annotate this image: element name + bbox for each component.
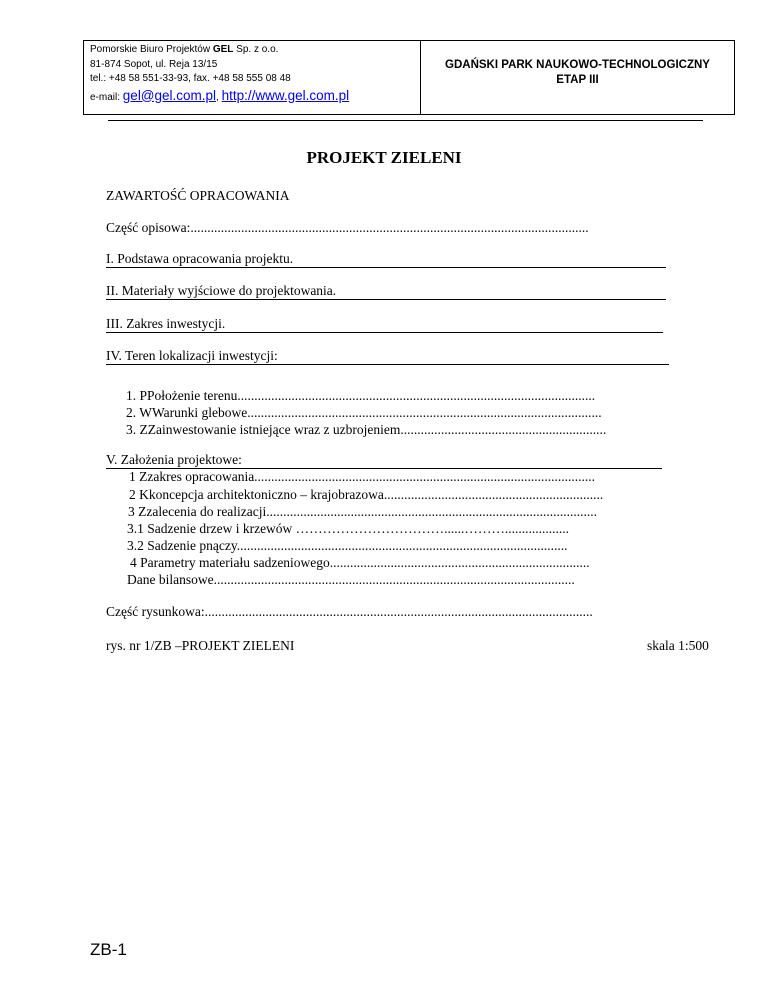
header-box [83, 40, 735, 115]
section-v: V. Założenia projektowe: [106, 452, 662, 469]
project-name: GDAŃSKI PARK NAUKOWO-TECHNOLOGICZNY ETAP III [445, 59, 710, 86]
section-v-item: 4 Parametry materiału sadzeniowego............................................................................. [130, 555, 590, 570]
header-divider [108, 120, 703, 121]
website-link[interactable]: http://www.gel.com.pl [221, 87, 350, 103]
section-iv-item: 1. PPołożenie terenu.......................................................................................................... [126, 388, 596, 403]
company-name: Pomorskie Biuro Projektów GEL Sp. z o.o. [90, 44, 279, 55]
company-info [84, 41, 421, 114]
contents-heading: ZAWARTOŚĆ OPRACOWANIA [106, 188, 290, 203]
section-iv: IV. Teren lokalizacji inwestycji: [106, 348, 669, 365]
section-iv-item: 2. WWarunki glebowe......................................................................................................... [126, 405, 602, 420]
email-link[interactable]: gel@gel.com.pl [122, 87, 217, 103]
page-number: ZB-1 [90, 940, 127, 959]
section-iv-item: 3. ZZainwestowanie istniejące wraz z uzbrojeniem............................................................. [126, 422, 607, 437]
section-v-item: 2 Kkoncepcja architektoniczno – krajobrazowa................................................................. [129, 487, 604, 502]
drawing-entry: rys. nr 1/ZB –PROJEKT ZIELENI [106, 638, 295, 653]
drawing-part: Część rysunkowa:................................................................................................................... [106, 604, 593, 619]
section-v-item: 3 Zzalecenia do realizacji.................................................................................................. [128, 504, 598, 519]
section-ii: II. Materiały wyjściowe do projektowania. [106, 283, 666, 300]
descriptive-part: Część opisowa:...................................................................................................................... [106, 220, 589, 235]
company-contact: e-mail: gel@gel.com.pl, http://www.gel.com.pl [90, 87, 350, 103]
section-v-item: 3.2 Sadzenie pnączy.................................................................................................. [127, 538, 568, 553]
drawing-scale: skala 1:500 [647, 638, 709, 653]
section-v-item: 3.1 Sadzenie drzew i krzewów ……………………………......………................... [127, 521, 570, 536]
section-iii: III. Zakres inwestycji. [106, 316, 663, 333]
page-title: PROJEKT ZIELENI [306, 148, 462, 167]
section-v-item: 1 Zzakres opracowania..................................................................................................... [129, 469, 596, 484]
company-address: 81-874 Sopot, ul. Reja 13/15 [90, 58, 218, 70]
section-v-item: Dane bilansowe........................................................................................................... [127, 572, 575, 587]
section-i: I. Podstawa opracowania projektu. [106, 251, 666, 268]
company-phone: tel.: +48 58 551-33-93, fax. +48 58 555 08 48 [90, 73, 291, 84]
